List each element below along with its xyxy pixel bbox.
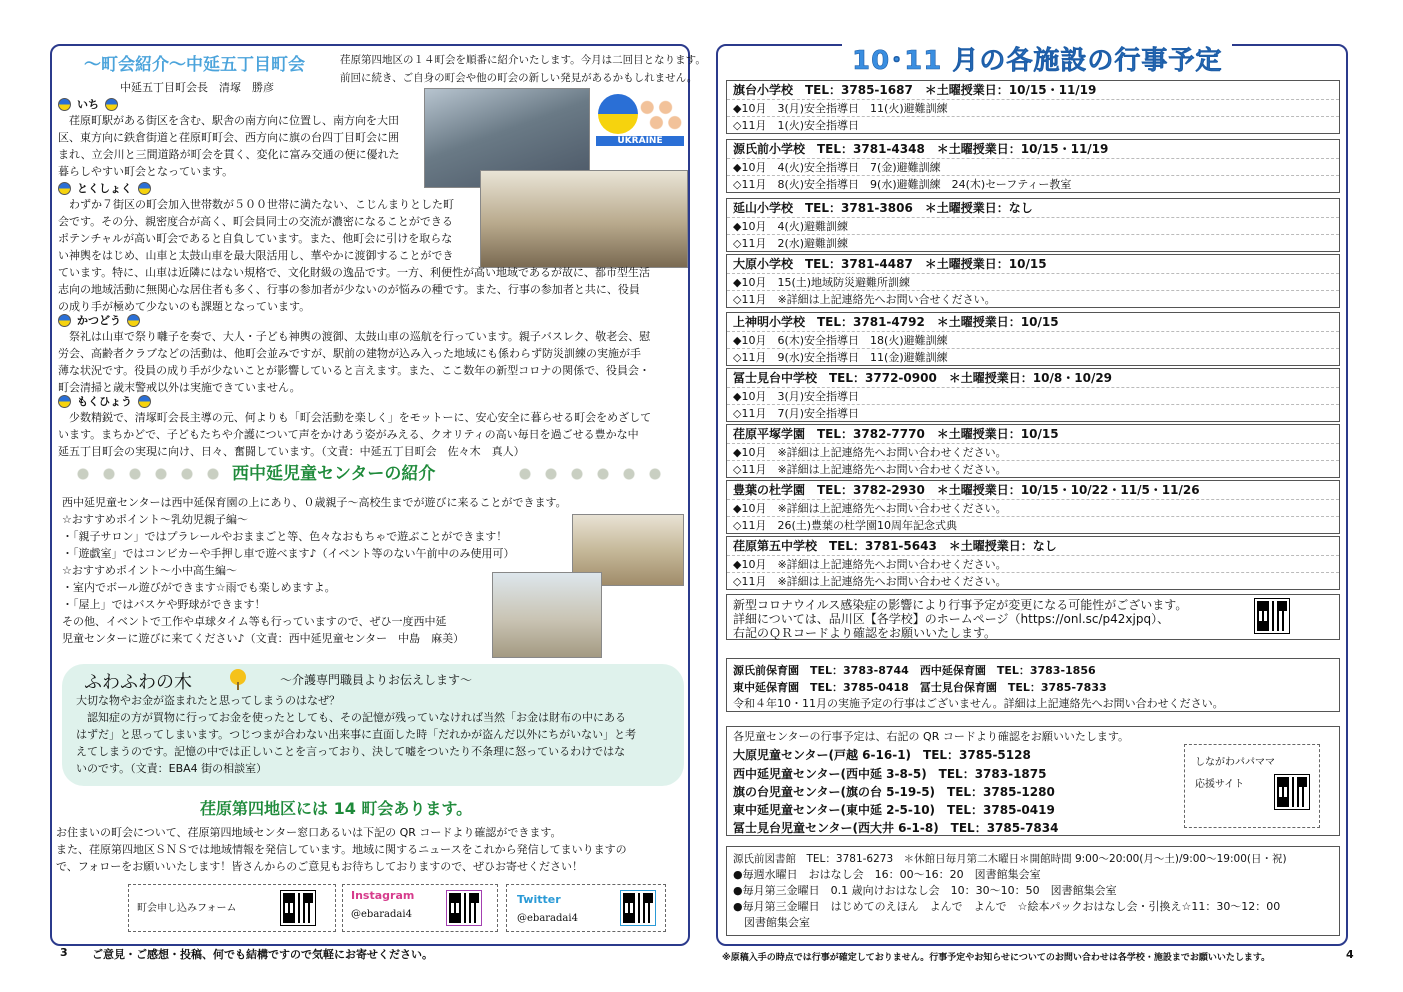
ukraine-dot-icon [58, 182, 71, 195]
twitter-box[interactable] [506, 884, 666, 932]
center-line: ・「遊戯室」ではコンビカーや手押し車で遊べます♪（イベント等のない午前中のみ使用可） [62, 547, 515, 560]
library-line: 図書館集会室 [733, 916, 810, 929]
intro-line-1: 荏原第四地区の１４町会を順番に紹介いたします。今月は二回目となります。 [340, 54, 706, 66]
center-line: その他、イベントで工作や卓球タイム等も行っていますので、ぜひ一度西中延 [62, 615, 447, 628]
school-block [726, 368, 1340, 422]
page-number-left: 3 [60, 946, 68, 959]
school-event-line: ◆10月 ※詳細は上記連絡先へお問い合わせください。 [727, 555, 1339, 572]
school-block [726, 80, 1340, 134]
fuwa-line: 認知症の方が買物に行ってお金を使ったとしても、その記憶が残っていなければ当然「お金は財布の中にある [76, 711, 626, 724]
section-body-line: 祭礼は山車で祭り囃子を奏で、大人・子ども神輿の渡御、太鼓山車の巡航を行っています。親子バスレク、敬老会、慰 [58, 330, 651, 343]
school-block [726, 254, 1340, 308]
section-title: かつどう [77, 314, 121, 327]
fuwa-subtitle: ～介護専門職員よりお伝えします～ [280, 673, 473, 687]
school-block [726, 198, 1340, 252]
library-box [726, 846, 1340, 936]
footer-left: ご意見・ご感想・投稿、何でも結構ですので気軽にお寄せください。 [92, 948, 433, 961]
school-event-line: ◆10月 4(火)安全指導日 7(金)避難訓練 [727, 158, 1339, 175]
author: 中延五丁目町会長 清塚 勝彦 [120, 81, 274, 94]
school-header: 旗台小学校 TEL：3785-1687 ＊土曜授業日：10/15・11/19 [733, 83, 1097, 97]
ukraine-logo [594, 92, 686, 152]
footer-right: ※原稿入手の時点では行事が確定しておりません。行事予定やお知らせについてのお問い合わせは各学校・施設までお願いいたします。 [722, 953, 1271, 963]
school-event-line: ◆10月 15(土)地域防災避難所訓練 [727, 273, 1339, 290]
ukraine-dot-icon [138, 182, 151, 195]
fuwa-body [76, 692, 676, 777]
closing-line: また、荏原第四地区ＳＮＳでは地域情報を発信しています。地域に関するニュースをこれから発信してまいりますの [56, 843, 627, 856]
ukraine-dot-icon [127, 314, 140, 327]
center-entry: 東中延児童センター(東中延 2-5-10) TEL：3785-0419 [733, 803, 1055, 817]
center-body [62, 494, 567, 647]
twitter-handle: @ebaradai4 [517, 913, 578, 924]
section-body-line: 荏原町駅がある街区を含む、駅舎の南方向に位置し、南方向を大田 [58, 114, 399, 127]
section-body-line: 区、東方向に鉄倉街道と荏原町町会、西方向に旗の台四丁目町会に囲 [58, 131, 399, 144]
section-ichi [58, 96, 428, 180]
library-line: ●毎月第三金曜日 0.1 歳向けおはなし会 10：30～10：50 図書館集会室 [733, 884, 1117, 897]
section-mokuhyo [58, 393, 688, 460]
center-line: 児童センターに遊びに来てください♪（文責：西中延児童センター 中島 麻美） [62, 632, 465, 645]
ukraine-dot-icon [58, 98, 71, 111]
school-event-line: ◇11月 8(火)安全指導日 9(水)避難訓練 24(木)セーフティー教室 [727, 175, 1339, 192]
nursery-line: 令和４年10・11月の実施予定の行事はございません。詳細は上記連絡先へお問い合わせください。 [733, 697, 1224, 710]
center-entry: 大原児童センター(戸越 6-16-1) TEL：3785-5128 [733, 748, 1031, 762]
fuwa-title: ふわふわの木 [84, 672, 192, 693]
section-body-line: 労会、高齢者クラブなどの活動は、他町会並みですが、駅前の建物が込み入った地域にも係わらず防災訓練の実施が手 [58, 347, 641, 360]
center-line: ☆おすすめポイント～小中高生編～ [62, 564, 237, 577]
instagram-handle: @ebaradai4 [351, 909, 412, 920]
schedule-title: 10･11 月の各施設の行事予定 [842, 40, 1232, 77]
instagram-name: Instagram [351, 889, 415, 902]
school-qr-icon[interactable] [1255, 599, 1289, 633]
ukraine-dot-icon [58, 314, 71, 327]
library-line: ●毎月第三金曜日 はじめてのえほん よんで よんで ☆絵本パックおはなし会・引換え☆11：30～12：00 [733, 900, 1281, 913]
section-title: とくしょく [77, 182, 132, 195]
tree-icon [228, 668, 248, 690]
section-tokushoku [58, 180, 688, 315]
section-body-line: まれ、立会川と三間道路が町会を貫く、変化に富み交通の便に優れた [58, 148, 400, 161]
school-event-line: ◆10月 ※詳細は上記連絡先へお問い合わせください。 [727, 499, 1339, 516]
intro-line-2: 前回に続き、ご自身の町会や他の町会の新しい発見があるかもしれません。 [340, 72, 698, 84]
instagram-box[interactable] [342, 884, 498, 932]
center-line: ・「親子サロン」ではプラレールやおままごと等、色々なおもちゃで遊ぶことができます！ [62, 530, 508, 543]
section-body-line: わずか７街区の町会加入世帯数が５００世帯に満たない、こじんまりとした町 [58, 198, 454, 211]
ukraine-dot-icon [138, 395, 151, 408]
section-body-line: の成り手が極めて少ないのも課題となっています。 [58, 300, 311, 313]
school-event-line: ◆10月 4(火)避難訓練 [727, 217, 1339, 234]
school-event-line: ◆10月 3(月)安全指導日 11(火)避難訓練 [727, 99, 1339, 116]
school-header: 源氏前小学校 TEL：3781-4348 ＊土曜授業日：10/15・11/19 [733, 142, 1109, 156]
section-title: いち [77, 98, 99, 111]
section-body-line: 暮らしやすい町会となっています。 [58, 165, 234, 178]
twitter-qr-icon[interactable] [621, 891, 655, 925]
fourteen-chokai-banner: 荏原第四地区には 14 町会あります。 [200, 799, 473, 818]
school-event-line: ◆10月 6(木)安全指導日 18(火)避難訓練 [727, 331, 1339, 348]
school-header: 荏原平塚学園 TEL：3782-7770 ＊土曜授業日：10/15 [733, 427, 1059, 441]
school-event-line: ◇11月 ※詳細は上記連絡先へお問い合わせください。 [727, 572, 1339, 589]
fuwa-line: いのです。（文責：EBA4 街の相談室） [76, 762, 268, 775]
school-event-line: ◆10月 ※詳細は上記連絡先へお問い合わせください。 [727, 443, 1339, 460]
papa-mama-box[interactable] [1184, 744, 1320, 828]
center-line: ☆おすすめポイント～乳幼児親子編～ [62, 513, 248, 526]
papa-mama-label: 応援サイト [1195, 779, 1245, 790]
school-block [726, 480, 1340, 534]
section-body-line: います。まちかどで、子どもたちや介護について声をかけあう姿がみえる、クオリティの高い毎日を過ごせる豊かな中 [58, 428, 639, 441]
school-event-line: ◆10月 3(月)安全指導日 [727, 387, 1339, 404]
fuwa-line: はずだ」と思ってしまいます。つじつまが合わない出来事に直面した時「だれかが盗んだ以外にちがいない」と考 [76, 728, 637, 741]
school-event-line: ◇11月 26(土)豊葉の杜学園10周年記念式典 [727, 516, 1339, 533]
closing [56, 824, 686, 875]
nursery-box [726, 658, 1340, 712]
nursery-line: 源氏前保育園 TEL：3783-8744 西中延保育園 TEL：3783-1856 [733, 664, 1096, 677]
form-label: 町会申し込みフォーム [137, 903, 237, 914]
school-header: 大原小学校 TEL：3781-4487 ＊土曜授業日：10/15 [733, 257, 1047, 271]
school-header: 冨士見台中学校 TEL：3772-0900 ＊土曜授業日：10/8・10/29 [733, 371, 1113, 385]
center-line: 西中延児童センターは西中延保育園の上にあり、０歳親子～高校生までが遊びに来ることができます。 [62, 496, 567, 509]
school-block [726, 312, 1340, 366]
section-body-line: 薄な状況です。役員の成り手が少ないことが影響していると言えます。また、ここ数年の新型コロナの関係で、役員会・ [58, 364, 651, 377]
section-body-line: 会です。その分、親密度合が高く、町会員同士の交流が濃密になることができる [58, 215, 453, 228]
closing-line: お住まいの町会について、荏原第四地域センター窓口あるいは下記の QR コードより確認ができます。 [56, 826, 562, 839]
closing-line: で、フォローをお願いいたします！皆さんからのご意見もお待ちしておりますので、ぜひお寄せください！ [56, 860, 584, 873]
school-event-line: ◇11月 2(水)避難訓練 [727, 234, 1339, 251]
photo-ball-game [492, 572, 602, 658]
bird-decoration-right [512, 464, 672, 484]
section-body-line: 志向の地域活動に無関心な居住者も多く、行事の参加者が少ないのが悩みの種です。また、行事の参加者と共に、役員 [58, 283, 640, 296]
center-line: ・室内でボール遊びができます☆雨でも楽しめますよ。 [62, 581, 336, 594]
school-event-line: ◇11月 ※詳細は上記連絡先へお問い合わせください。 [727, 460, 1339, 477]
center-line: ・「屋上」ではバスケや野球ができます！ [62, 598, 266, 611]
center-entry: 冨士見台児童センター(西大井 6-1-8) TEL：3785-7834 [733, 821, 1059, 835]
school-event-line: ◇11月 ※詳細は上記連絡先へお問い合せください。 [727, 290, 1339, 307]
section-title: もくひょう [77, 395, 132, 408]
notice-line: 右記のＱＲコードより確認をお願いいたします。 [733, 626, 997, 640]
papa-mama-qr-icon[interactable] [1275, 775, 1309, 809]
library-line: ●毎週水曜日 おはなし会 16：00～16：20 図書館集会室 [733, 868, 1041, 881]
center-entry: 西中延児童センター(西中延 3-8-5) TEL：3783-1875 [733, 767, 1047, 781]
section-body-line: 少数精鋭で、清塚町会長主導の元、何よりも「町会活動を楽しく」をモットーに、安心安全に暮らせる町会をめざして [58, 411, 652, 424]
page-number-right: 4 [1346, 948, 1354, 961]
notice-line: 新型コロナウイルス感染症の影響により行事予定が変更になる可能性がございます。 [733, 598, 1188, 612]
section-body-line: ポテンチャルが高い町会であると自負しています。また、他町会に引けを取らな [58, 232, 453, 245]
twitter-name: Twitter [517, 893, 561, 906]
bird-decoration-left [70, 464, 230, 484]
form-link-box[interactable] [128, 884, 336, 932]
section-body-line: 延五丁目町会の実現に向け、日々、奮闘しています。（文責：中延五丁目町会 佐々木 真人） [58, 445, 525, 458]
school-block [726, 139, 1340, 193]
chokai-title: ～町会紹介～中延五丁目町会 [84, 55, 305, 75]
school-event-line: ◇11月 1(火)安全指導日 [727, 116, 1339, 133]
school-header: 荏原第五中学校 TEL：3781-5643 ＊土曜授業日：なし [733, 539, 1057, 553]
qr-code-icon[interactable] [281, 891, 315, 925]
center-entry: 旗の台児童センター(旗の台 5-19-5) TEL：3785-1280 [733, 785, 1055, 799]
ukraine-dot-icon [105, 98, 118, 111]
school-header: 延山小学校 TEL：3781-3806 ＊土曜授業日：なし [733, 201, 1033, 215]
fuwa-line: えてしまうのです。記憶の中では正しいことを言っており、決して嘘をついたり不条理に怒っているわけではな [76, 745, 626, 758]
nursery-line: 東中延保育園 TEL：3785-0418 冨士見台保育園 TEL：3785-7833 [733, 681, 1107, 694]
papa-mama-label: しながわパパママ [1195, 757, 1275, 768]
covid-notice [726, 594, 1340, 640]
school-event-line: ◇11月 7(月)安全指導日 [727, 404, 1339, 421]
school-header: 豊葉の杜学園 TEL：3782-2930 ＊土曜授業日：10/15・10/22・11/5・11/26 [733, 483, 1200, 497]
center-title: 西中延児童センターの紹介 [232, 464, 436, 484]
section-body-line: ています。特に、山車は近隣にはない規格で、文化財級の逸品です。一方、利便性が高い地域であるが故に、都市型生活 [58, 266, 651, 279]
school-event-line: ◇11月 9(水)安全指導日 11(金)避難訓練 [727, 348, 1339, 365]
notice-line: 詳細については、品川区【各学校】のホームページ（https://onl.sc/p42xjpq）、 [733, 612, 1170, 626]
section-katsudo [58, 312, 688, 396]
school-block [726, 424, 1340, 478]
section-body-line: い神輿をはじめ、山車と太鼓山車を最大限活用し、華やかに渡御することができ [58, 249, 454, 262]
school-header: 上神明小学校 TEL：3781-4792 ＊土曜授業日：10/15 [733, 315, 1059, 329]
ukraine-label: UKRAINE [596, 136, 684, 146]
fuwa-line: 大切な物やお金が盗まれたと思ってしまうのはなぜ？ [76, 694, 340, 707]
school-block [726, 536, 1340, 590]
ukraine-dot-icon [58, 395, 71, 408]
centers-intro: 各児童センターの行事予定は、右記の QR コードより確認をお願いいたします。 [733, 730, 1129, 743]
library-line: 源氏前図書館 TEL：3781-6273 ＊休館日毎月第二木曜日＊開館時間 9:00～20:00(月～土)/9:00～19:00(日・祝) [733, 853, 1287, 865]
instagram-qr-icon[interactable] [447, 891, 481, 925]
section-body-line: 町会清掃と歳末警戒以外は実施できていません。 [58, 381, 301, 394]
